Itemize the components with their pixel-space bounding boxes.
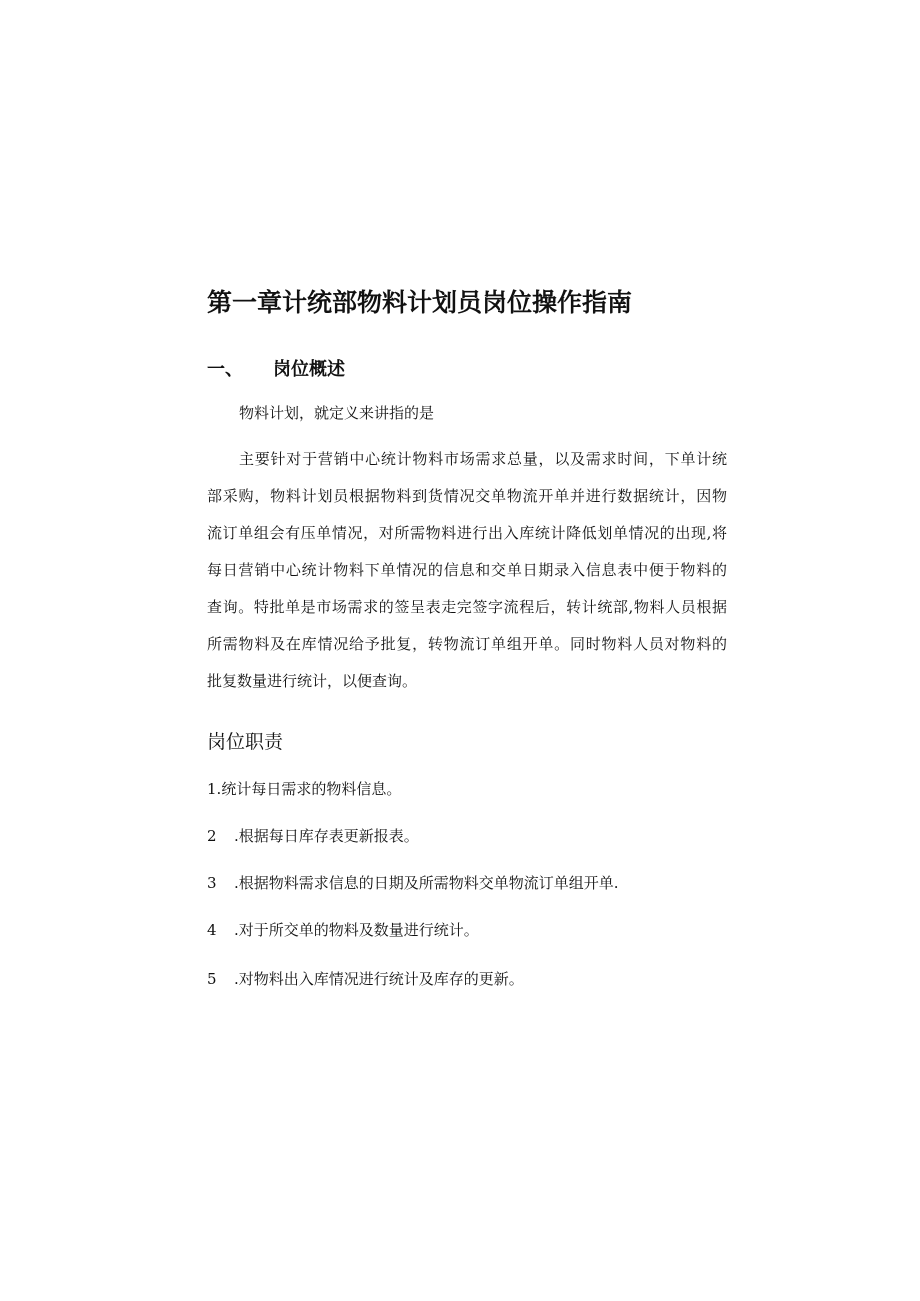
duty-text: .对于所交单的物料及数量进行统计。 [234, 921, 479, 939]
duty-item-2 [207, 825, 419, 846]
duty-item-4 [207, 919, 479, 940]
paragraph-line: 部采购，物料计划员根据物料到货情况交单物流开单并进行数据统计，因物 [207, 487, 727, 505]
duty-number: 2 [207, 827, 217, 845]
duty-text: 统计每日需求的物料信息。 [221, 780, 402, 798]
duty-text: .根据物料需求信息的日期及所需物料交单物流订单组开单. [234, 874, 619, 892]
section-number: 一、 [207, 359, 243, 380]
duties-title: 岗位职责 [207, 731, 284, 753]
section-heading-overview [207, 355, 345, 381]
duty-number: 5 [207, 970, 217, 988]
duty-text: .根据每日库存表更新报表。 [234, 827, 419, 845]
duty-item-1 [207, 778, 401, 799]
overview-paragraph [207, 447, 727, 706]
paragraph-line: 批复数量进行统计，以便查询。 [207, 672, 418, 690]
chapter-title: 第一章计统部物料计划员岗位操作指南 [207, 288, 633, 317]
section-title: 岗位概述 [273, 359, 345, 380]
duty-number: 3 [207, 874, 217, 892]
paragraph-line: 查询。特批单是市场需求的签呈表走完签字流程后，转计统部,物料人员根据 [207, 598, 727, 616]
duty-item-5 [207, 968, 524, 989]
duty-number: 1. [207, 780, 222, 798]
duty-item-3 [207, 872, 619, 893]
duty-text: .对物料出入库情况进行统计及库存的更新。 [234, 970, 524, 988]
paragraph-line: 主要针对于营销中心统计物料市场需求总量，以及需求时间，下单计统 [239, 450, 727, 468]
paragraph-line: 所需物料及在库情况给予批复，转物流订单组开单。同时物料人员对物料的 [207, 635, 727, 653]
intro-line: 物料计划，就定义来讲指的是 [239, 404, 435, 422]
paragraph-line: 流订单组会有压单情况，对所需物料进行出入库统计降低划单情况的出现,将 [207, 524, 727, 542]
paragraph-line: 每日营销中心统计物料下单情况的信息和交单日期录入信息表中便于物料的 [207, 561, 727, 579]
duty-number: 4 [207, 921, 217, 939]
